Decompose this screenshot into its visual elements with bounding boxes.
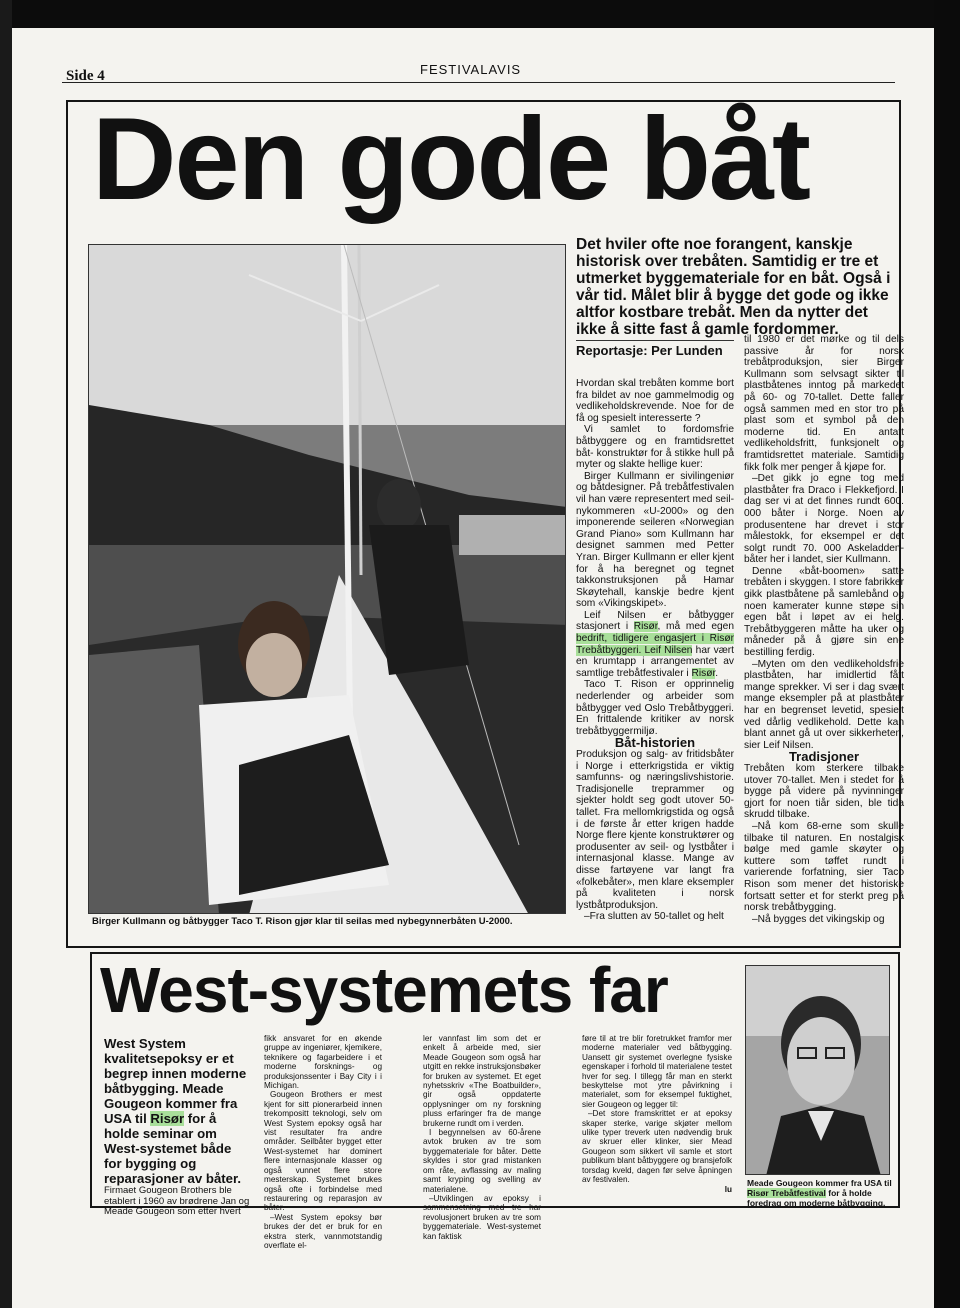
text-run: West System kvalitetsepoksy er et begrep innen moderne båtbygging. Meade Gougeon kommer fra USA til (104, 1036, 247, 1126)
header-rule (62, 82, 895, 83)
paragraph: Taco T. Rison er opprinnelig nederlender og arbeider som båtbygger ved Oslo Trebåtbyggeri. En frittalende kritiker av norsk trebåtbyggermiljø. (576, 679, 734, 737)
section-title: FESTIVALAVIS (420, 62, 522, 77)
article-lead: Det hviler ofte noe forangent, kanskje historisk over trebåten. Samtidig er tre et utmerket byggemateriale for en båt. Også i vår tid. Målet blir å bygge det gode og ikke altfor kostbare trebåt. Men da nytter det ikke å sitte fast å gamle fordommer. (576, 236, 891, 338)
text-run: for å holde foredrag om moderne båtbygging. (747, 1188, 886, 1208)
text-run: , må med egen (657, 621, 734, 633)
article2-lead (104, 1036, 252, 1186)
paragraph: Produksjon og salg- av fritidsbåter i Norge i etterkrigstida er viktig samfunns- og næringslivshistorie. Tradisjonelle treprammer og sjekter holdt seg godt utover 50-tallet. Fra mellomkrigstida og også i de første år etter krigen hadde Norge flere kjente konstruktører og produsenter av seil- og lystbåter i internasjonal klasse. Mange av disse fartøyene var langt fra «folkebåter», men klare eksempler på kvaliteten i norsk lystbåtproduksjon. (576, 749, 734, 911)
paragraph: Trebåten kom sterkere tilbake utover 70-tallet. Men i stedet for å bygge på videre på nyvinninger gjort for noen tiår siden, ble tida skrudd tilbake. (744, 762, 904, 821)
paragraph: –Nå bygges det vikingskip og (752, 913, 885, 925)
headline-west-systemets-far: West-systemets far (100, 954, 668, 1026)
highlight-bedrift: bedrift, tidligere engasjert i Risør Trebåtbyggeri. Leif Nilsen (576, 633, 734, 656)
paragraph: ler vannfast lim som det er enkelt å arbeide med, sier Meade Gougeon som også har utgitt en rekke instruksjonsbøker for bruken av systemet. Et eget nyhetsskriv «The Boatbuilder», gir også oppdaterte opplysninger om ny forskning pluss erfaringer fra de mange brukerne rundt om i verden. (423, 1034, 541, 1128)
article2-column-2 (423, 1034, 541, 1241)
paragraph-leif-nilsen (576, 610, 734, 680)
scan-edge-right (934, 0, 960, 1308)
scan-edge-left (0, 0, 12, 1308)
text-run: Leif Nilsen er båtbygger stasjonert i (576, 609, 734, 633)
highlight-risor: Risør (691, 667, 716, 679)
paragraph: Denne «båt-boomen» satte trebåten i skyggen. I store fabrikker gikk plastbåtene på samlebånd og noen kamerater kunne støpe sin egen båt i løpet av ei helg. Trebåtbyggeren måtte ha uker og måneder på å gjøre sin ene bestilling ferdig. (744, 565, 904, 659)
paragraph: –West System epoksy bør brukes der det er bruk for en ekstra sterk, vannmotstandig overflate el- (264, 1212, 382, 1250)
photo-caption: Birger Kullmann og båtbygger Taco T. Rison gjør klar til seilas med nybegynnerbåten U-2000. (92, 916, 513, 927)
byline-rule (576, 340, 734, 341)
highlight-risor: Risør (150, 1111, 185, 1126)
article2-column-1 (264, 1034, 382, 1250)
paragraph: –Det gikk jo egne tog med plastbåter fra Draco i Flekkefjord. I dag ser vi at det finnes rundt 600. 000 båter i Norge. Noen av produsentene har drevet i stor målestokk, for eksempel er det solgt rundt 70. 000 Askeladden-båter her i landet, sier Kullmann. (744, 473, 904, 566)
highlight-risor-trebatfestival: Risør Trebåtfestival (747, 1188, 826, 1198)
article-column-2 (744, 334, 904, 925)
paragraph: Vi samlet to fordomsfrie båtbyggere og en framtidsrettet båt- konstruktør for å stikke hull på myter og slakte hellige kuer: (576, 424, 734, 471)
paragraph: fikk ansvaret for en økende gruppe av ingeniører, kjemikere, teknikere og fagarbeidere i et moderne forsknings- og produksjonssenter i Bay City i i Michigan. (264, 1034, 382, 1091)
scan-edge-top (0, 0, 960, 28)
paragraph: –Nå kom 68-erne som skulle tilbake til naturen. En nostalgisk bølge med gamle skøyter og kuttere som tøffet rundt i varierende forfatning, sier Taco Rison som mener det historiske fortsatt setter et for sterkt preg på norsk trebåtbygging. (744, 820, 904, 914)
text-run: for å holde seminar om West-systemet både for bygging og reparasjoner av båter. (104, 1111, 242, 1186)
photo-portrait-illustration (746, 966, 890, 1175)
headline-den-gode-bat: Den gode båt (92, 93, 810, 224)
text-run: har vært en krumtapp i arrangementet av samtlige trebåtfestivaler i (576, 644, 734, 679)
photo-meade-gougeon (745, 965, 890, 1175)
paragraph: Hvordan skal trebåten komme bort fra bildet av noe gammelmodig og vedlikeholdskrevende. Noe for de få og spesielt interesserte ? (576, 378, 734, 424)
photo-sailboat-illustration (89, 245, 566, 914)
paragraph: Birger Kullmann er sivilingeniør og båtdesigner. På trebåtfestivalen vil han være representert med seil-nykommeren «U-2000» og den imponerende seileren «Norwegian Grand Piano» som Kullmann har designet sammen med Petter Yran. Birger Kullmann er eller kjent for å ha beregnet og tegnet takkonstruksjonen på Hamar Skøytehall, kanskje bedre kjent som «Vikingskipet». (576, 470, 734, 610)
photo-caption-gougeon (747, 1178, 892, 1208)
paragraph: Gougeon Brothers er mest kjent for sitt pionerarbeid innen trekompositt teknologi, selv om West System epoksy også har vist resultater fra andre områder. Seilbåter bygget etter West-systemet har dominert flere internasjonale klasser og også vunnet flere store mesterskap. Systemet brukes også ofte i forbindelse med restaurering og reparasjon av båter. (264, 1090, 382, 1213)
author-signature: lu (724, 1184, 732, 1194)
text-run: Meade Gougeon kommer fra USA til (747, 1178, 892, 1188)
highlight-risor: Risør (633, 621, 658, 633)
text-run: . (715, 667, 719, 679)
paragraph: –Utviklingen av epoksy i sammensetning med tre har revolusjonert bruken av tre som byggemateriale. West-systemet kan faktisk (423, 1193, 541, 1241)
article2-intro: Firmaet Gougeon Brothers ble etablert i 1960 av brødrene Jan og Meade Gougeon som etter hvert (104, 1185, 250, 1217)
byline: Reportasje: Per Lunden (576, 343, 723, 358)
paragraph: til 1980 er det mørke og til dels passive år for norsk trebåtproduksjon, sier Birger Kullmann som selvsagt sikter til plastbåtenes inntog på markedet på 60- og 70-tallet. Dette faller også sammen med en stor tro på plast som et symbol på den moderne tid. En antatt vedlikeholdsfritt, funksjonelt og framtidsrettet materiale. Samtidig fikk folk mer penger å kjøpe for. (744, 334, 904, 473)
subheading-bat-historien: Båt-historien (614, 735, 696, 751)
article2-column-3 (582, 1034, 732, 1194)
paragraph: –Det store framskrittet er at epoksy skaper sterke, varige skjøter mellom ulike typer treverk uten nødvendig bruk av skruer eller klinker, sier Mead Gougeon som sikkert vil samle et stort publikum blant båtbyggere og bransjefolk torsdag kveld, dagen før selve åpningen av festivalen. (582, 1109, 732, 1185)
article-column-1 (576, 378, 734, 923)
paragraph: –Fra slutten av 50-tallet og helt (584, 911, 724, 923)
paragraph: føre til at tre blir foretrukket framfor mer moderne materialer ved båtbygging. Uansett gir systemet overlegne fysiske egenskaper i forhold til materialene testet hver for seg. I tillegg får man en sterkt beskyttelse mot ytre påvirkning i materialet, som for eksempel fuktighet, sier Gougeon og legger til: (582, 1034, 732, 1109)
page-number: Side 4 (66, 68, 105, 84)
subheading-tradisjoner: Tradisjoner (788, 749, 860, 765)
paragraph: –Myten om den vedlikeholdsfrie plastbåten, har imidlertid fått mange sprekker. Vi ser i dag svært mange eksempler på at plastbåter har en begrenset levetid, spesielt ved dårlig vedlikehold. Dette kan blant annet gå ut over sikkerheten, sier Leif Nilsen. (744, 658, 904, 751)
paragraph: I begynnelsen av 60-årene avtok bruken av tre som byggemateriale for båter. Dette skyldes i stor grad mistanken om råte, avflassing av maling samt kryping og svelling av materialene. (423, 1128, 541, 1194)
photo-sailboat (88, 244, 566, 914)
